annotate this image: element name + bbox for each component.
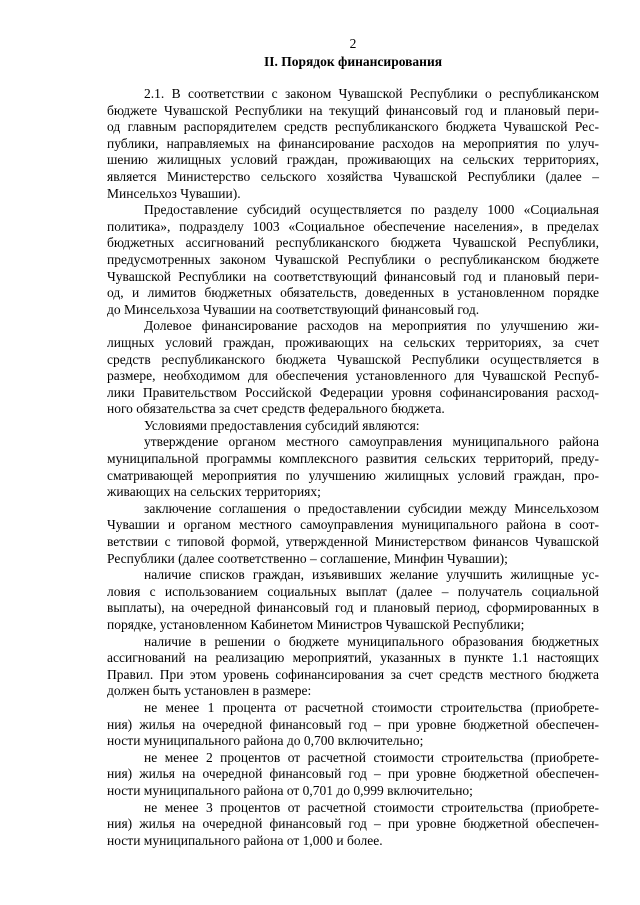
section-title: II. Порядок финансирования <box>263 54 443 69</box>
document-body <box>107 86 599 849</box>
text-line: Чувашской Республики на соответствующий финансовый год и плановый пери- <box>107 268 599 284</box>
text-line: Республики (далее соответственно – соглашение, Минфин Чувашии); <box>107 550 508 566</box>
text-line: живающих на сельских территориях; <box>107 484 321 500</box>
text-line: шению жилищных условий граждан, проживающих на сельских территориях, <box>107 152 599 168</box>
paragraph <box>107 501 599 567</box>
text-line: является Министерство сельского хозяйства Чувашской Республики (далее – <box>107 168 599 184</box>
text-line: ния) жилья на очередной финансовый год – при уровне бюджетной обеспечен- <box>107 716 599 732</box>
text-line: Правил. При этом уровень софинансирования за счет средств местного бюджета <box>107 666 599 682</box>
text-line: лищных условий граждан, проживающих на сельских территориях, за счет <box>107 334 599 350</box>
paragraph <box>107 86 599 202</box>
paragraph <box>107 700 599 750</box>
paragraph <box>107 750 599 800</box>
text-line: од, и лимитов бюджетных обязательств, доведенных в установленном порядке <box>107 285 599 301</box>
paragraph <box>107 418 599 435</box>
paragraph <box>107 634 599 700</box>
text-line: ности муниципального района от 1,000 и более. <box>107 832 383 848</box>
text-line: размере, необходимом для обеспечения установленного для Чувашской Респуб- <box>107 368 599 384</box>
text-line: до Минсельхоза Чувашии на соответствующий финансовый год. <box>107 301 480 317</box>
text-line: муниципальной программы комплексного развития сельских территорий, преду- <box>107 451 599 467</box>
text-line: од главным распорядителем средств республиканского бюджета Чувашской Рес- <box>107 119 599 135</box>
text-line: бюджете Чувашской Республики на текущий финансовый год и плановый пери- <box>107 102 599 118</box>
text-line: наличие списков граждан, изъявивших желание улучшить жилищные ус- <box>144 567 599 583</box>
text-line: ветствии с типовой формой, утвержденной Министерством финансов Чувашской <box>107 534 599 550</box>
text-line: сматривающей мероприятия по улучшению жилищных условий граждан, про- <box>107 467 599 483</box>
document-page <box>107 36 599 849</box>
paragraph <box>107 567 599 633</box>
text-line: Чувашии и органом местного самоуправления муниципального района в соот- <box>107 517 599 533</box>
text-line: Минсельхоз Чувашии). <box>107 185 241 201</box>
text-line: ности муниципального района до 0,700 включительно; <box>107 733 424 749</box>
text-line: не менее 3 процентов от расчетной стоимости строительства (приобрете- <box>144 799 599 815</box>
text-line: ния) жилья на очередной финансовый год – при уровне бюджетной обеспечен- <box>107 816 599 832</box>
paragraph <box>107 202 599 318</box>
text-line: порядке, установленном Кабинетом Министров Чувашской Республики; <box>107 617 525 632</box>
text-line: лики Правительством Российской Федерации уровня софинансирования расход- <box>107 384 599 400</box>
text-line: ловия с использованием социальных выплат (далее – получатель социальной <box>107 583 599 599</box>
text-line: политика», подразделу 1003 «Социальное обеспечение населения», в пределах <box>107 218 599 234</box>
text-line: наличие в решении о бюджете муниципального образования бюджетных <box>144 633 599 649</box>
text-line: ния) жилья на очередной финансовый год – при уровне бюджетной обеспечен- <box>107 766 599 782</box>
text-line: бюджетных ассигнований республиканского бюджета Чувашской Республики, <box>107 235 599 251</box>
text-line: не менее 1 процента от расчетной стоимости строительства (приобрете- <box>144 699 599 715</box>
text-line: ного обязательства за счет средств федерального бюджета. <box>107 401 445 417</box>
text-line: средств республиканского бюджета Чувашской Республики осуществляется в <box>107 351 599 367</box>
text-line: выплаты), на очередной финансовый год и плановый период, сформированных в <box>107 600 599 616</box>
text-line: ассигнований на реализацию мероприятий, указанных в пункте 1.1 настоящих <box>107 650 599 666</box>
text-line: публики, направляемых на финансирование расходов на мероприятия по улуч- <box>107 135 599 151</box>
text-line: Условиями предоставления субсидий являются: <box>144 417 420 433</box>
text-line: Долевое финансирование расходов на мероприятия по улучшению жи- <box>144 318 599 334</box>
text-line: заключение соглашения о предоставлении субсидии между Минсельхозом <box>144 500 599 516</box>
page-number: 2 <box>349 36 357 51</box>
text-line: Предоставление субсидий осуществляется по разделу 1000 «Социальная <box>144 202 599 218</box>
text-line: предусмотренных законом Чувашской Республики о республиканском бюджете <box>107 251 599 267</box>
text-line: должен быть установлен в размере: <box>107 683 312 699</box>
paragraph <box>107 434 599 500</box>
paragraph <box>107 800 599 850</box>
text-line: ности муниципального района от 0,701 до 0,999 включительно; <box>107 782 473 798</box>
text-line: утверждение органом местного самоуправления муниципального района <box>144 434 599 450</box>
paragraph <box>107 318 599 418</box>
text-line: 2.1. В соответствии с законом Чувашской Республики о республиканском <box>144 86 599 101</box>
text-line: не менее 2 процентов от расчетной стоимости строительства (приобрете- <box>144 749 599 765</box>
